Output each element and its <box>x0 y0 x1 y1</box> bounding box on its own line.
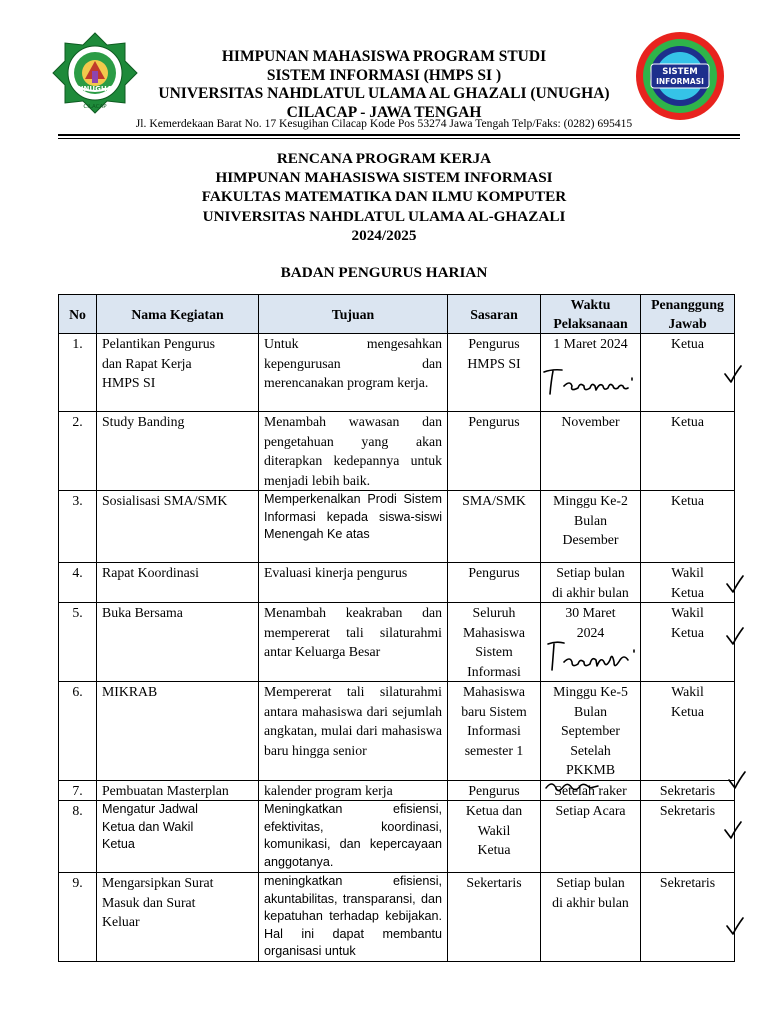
program-table <box>58 294 735 962</box>
title-line-4: UNIVERSITAS NAHDLATUL ULAMA AL-GHAZALI <box>202 207 566 225</box>
title-line-1: RENCANA PROGRAM KERJA <box>276 150 492 167</box>
letterhead <box>0 0 768 140</box>
cell-no: 3. <box>59 491 97 563</box>
table-row <box>59 334 735 412</box>
cell-nama: Sosialisasi SMA/SMK <box>97 491 259 563</box>
cell-no: 9. <box>59 873 97 962</box>
cell-pj: Wakil Ketua <box>641 563 735 603</box>
table-row <box>59 873 735 962</box>
header-tujuan: Tujuan <box>259 295 448 334</box>
header-no: No <box>59 295 97 334</box>
cell-sasaran: Pengurus HMPS SI <box>448 334 541 412</box>
org-line-3: UNIVERSITAS NAHDLATUL ULAMA AL GHAZALI (UNUGHA) <box>158 85 610 102</box>
cell-nama: Buka Bersama <box>97 603 259 682</box>
cell-waktu: Minggu Ke-2 Bulan Desember <box>541 491 641 563</box>
org-line-2: SISTEM INFORMASI (HMPS SI ) <box>266 66 502 84</box>
org-line-1: HIMPUNAN MAHASISWA PROGRAM STUDI <box>221 48 547 65</box>
letterhead-rule-thin <box>58 138 740 139</box>
letterhead-rule <box>58 134 740 136</box>
cell-nama: Rapat Koordinasi <box>97 563 259 603</box>
cell-pj: Wakil Ketua <box>641 603 735 682</box>
cell-tujuan: Untuk mengesahkan kepengurusan dan merencanakan program kerja. <box>259 334 448 412</box>
table-header-row <box>59 295 735 334</box>
table-row <box>59 801 735 873</box>
cell-tujuan: Evaluasi kinerja pengurus <box>259 563 448 603</box>
cell-pj: Ketua <box>641 412 735 491</box>
logo-right-text-top: SISTEM <box>662 67 698 77</box>
table-row <box>59 412 735 491</box>
cell-waktu: Setiap bulan di akhir bulan <box>541 873 641 962</box>
table-row <box>59 603 735 682</box>
cell-waktu: Setiap Acara <box>541 801 641 873</box>
cell-sasaran: Mahasiswa baru Sistem Informasi semester 1 <box>448 682 541 781</box>
cell-tujuan: meningkatkan efisiensi, akuntabilitas, transparansi, dan kepatuhan terhadap kebijakan. Hal ini dapat membantu organisasi untuk <box>259 873 448 962</box>
cell-pj: Sekretaris <box>641 873 735 962</box>
cell-no: 6. <box>59 682 97 781</box>
header-penanggung-jawab: Penanggung Jawab <box>641 295 735 334</box>
title-line-2: HIMPUNAN MAHASISWA SISTEM INFORMASI <box>215 169 553 187</box>
unugha-logo-icon <box>40 32 150 114</box>
table-row <box>59 563 735 603</box>
cell-sasaran: Pengurus <box>448 780 541 801</box>
cell-pj: Ketua <box>641 334 735 412</box>
cell-nama: MIKRAB <box>97 682 259 781</box>
document-title <box>0 149 768 245</box>
cell-nama: Pembuatan Masterplan <box>97 780 259 801</box>
header-nama: Nama Kegiatan <box>97 295 259 334</box>
org-line-4: CILACAP - JAWA TENGAH <box>286 103 482 121</box>
letterhead-text <box>140 48 628 122</box>
table-row <box>59 491 735 563</box>
cell-sasaran: SMA/SMK <box>448 491 541 563</box>
cell-waktu: Setiap bulan di akhir bulan <box>541 563 641 603</box>
cell-nama: Mengatur Jadwal Ketua dan Wakil Ketua <box>97 801 259 873</box>
header-waktu: Waktu Pelaksanaan <box>541 295 641 334</box>
section-title: BADAN PENGURUS HARIAN <box>280 264 488 281</box>
title-line-5: 2024/2025 <box>351 226 417 244</box>
cell-tujuan: Menambah wawasan dan pengetahuan yang akan diterapkan kedepannya untuk menjadi lebih baik. <box>259 412 448 491</box>
cell-tujuan: kalender program kerja <box>259 780 448 801</box>
cell-no: 8. <box>59 801 97 873</box>
cell-tujuan: Menambah keakraban dan mempererat tali silaturahmi antar Keluarga Besar <box>259 603 448 682</box>
cell-no: 2. <box>59 412 97 491</box>
cell-waktu: 1 Maret 2024 <box>541 334 641 412</box>
cell-sasaran: Ketua dan Wakil Ketua <box>448 801 541 873</box>
cell-no: 5. <box>59 603 97 682</box>
cell-no: 4. <box>59 563 97 603</box>
cell-no: 7. <box>59 780 97 801</box>
cell-nama: Mengarsipkan Surat Masuk dan Surat Keluar <box>97 873 259 962</box>
cell-pj: Sekretaris <box>641 801 735 873</box>
cell-no: 1. <box>59 334 97 412</box>
sistem-informasi-logo-icon <box>634 30 726 122</box>
cell-nama: Pelantikan Pengurus dan Rapat Kerja HMPS SI <box>97 334 259 412</box>
title-line-3: FAKULTAS MATEMATIKA DAN ILMU KOMPUTER <box>201 188 567 206</box>
letterhead-address: Jl. Kemerdekaan Barat No. 17 Kesugihan Cilacap Kode Pos 53274 Jawa Tengah Telp/Faks: (0282) 695415 <box>135 117 633 130</box>
cell-nama: Study Banding <box>97 412 259 491</box>
cell-sasaran: Pengurus <box>448 412 541 491</box>
logo-right-text-bottom: INFORMASI <box>656 77 704 86</box>
cell-sasaran: Sekertaris <box>448 873 541 962</box>
header-sasaran: Sasaran <box>448 295 541 334</box>
cell-tujuan: Meningkatkan efisiensi, efektivitas, koordinasi, komunikasi, dan kepercayaan anggotanya. <box>259 801 448 873</box>
cell-waktu: Setelah raker <box>541 780 641 801</box>
cell-tujuan: Mempererat tali silaturahmi antara mahasiswa dari sejumlah angkatan, mulai dari mahasiswa baru hingga senior <box>259 682 448 781</box>
cell-tujuan: Memperkenalkan Prodi Sistem Informasi kepada siswa-siswi Menengah Ke atas <box>259 491 448 563</box>
cell-sasaran: Pengurus <box>448 563 541 603</box>
cell-pj: Wakil Ketua <box>641 682 735 781</box>
table-row <box>59 682 735 781</box>
cell-pj: Ketua <box>641 491 735 563</box>
logo-bottom-text: CILACAP <box>83 104 107 110</box>
cell-pj: Sekretaris <box>641 780 735 801</box>
cell-waktu: Minggu Ke-5 Bulan September Setelah PKKMB <box>541 682 641 781</box>
cell-waktu: November <box>541 412 641 491</box>
table-row <box>59 780 735 801</box>
logo-top-text: UNUGHA <box>77 85 113 93</box>
cell-sasaran: Seluruh Mahasiswa Sistem Informasi <box>448 603 541 682</box>
cell-waktu: 30 Maret 2024 <box>541 603 641 682</box>
